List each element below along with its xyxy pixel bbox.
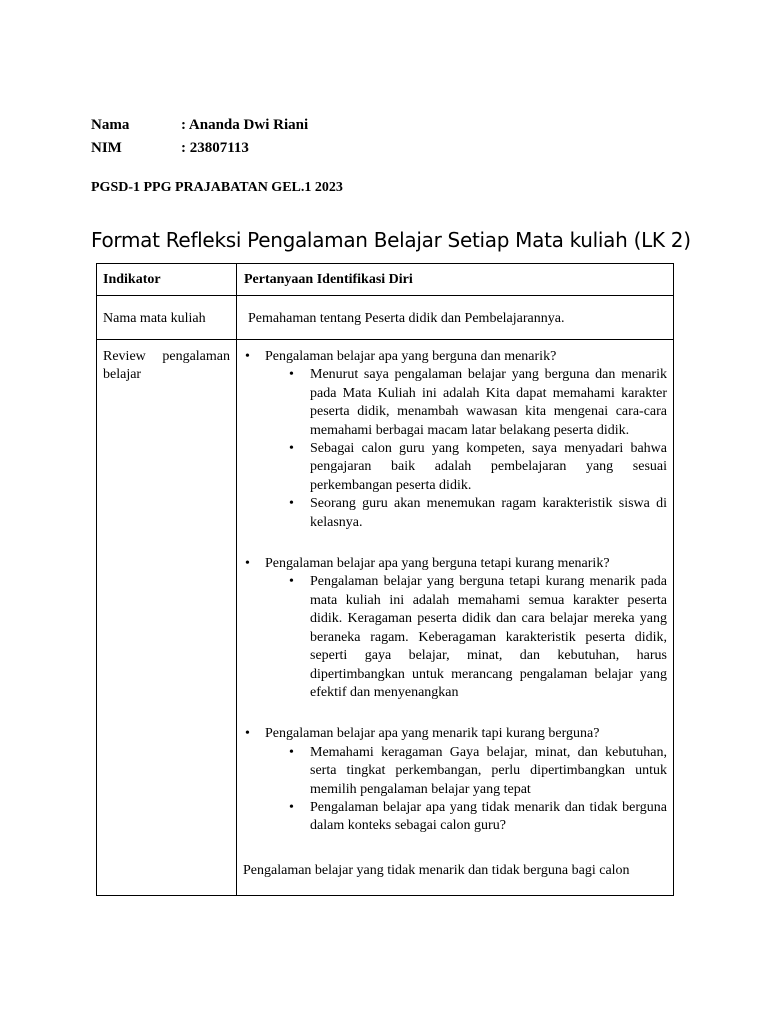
question-text: Pengalaman belajar apa yang berguna tetapi kurang menarik? [265,556,610,572]
student-id-row [91,140,249,157]
course-value: Pemahaman tentang Peserta didik dan Pembelajarannya. [237,296,674,340]
review-label: Review pengalaman belajar [97,340,237,896]
header-indikator: Indikator [97,264,237,296]
name-row [91,117,308,134]
question-text: Pengalaman belajar apa yang menarik tapi kurang berguna? [265,726,600,742]
question-list [242,348,667,836]
answer-item: • Pengalaman belajar apa yang tidak menarik dan tidak berguna dalam konteks sebagai calon guru? [285,799,667,836]
course-row [97,296,674,340]
table-header-row [97,264,674,296]
answer-list [265,573,667,702]
answer-item: • Sebagai calon guru yang kompeten, saya menyadari bahwa pengajaran baik adalah pembelajaran yang sesuai perkembangan peserta didik. [285,440,667,495]
student-id-label: NIM [91,140,122,156]
name-label: Nama [91,117,130,133]
answer-item: • Seorang guru akan menemukan ragam karakteristik siswa di kelasnya. [285,495,667,532]
header-pertanyaan: Pertanyaan Identifikasi Diri [237,264,674,296]
question-item [242,348,667,532]
answer-item: • Pengalaman belajar yang berguna tetapi kurang menarik pada mata kuliah ini adalah memahami semua karakter peserta didik. Keragaman peserta didik dan cara belajar mereka yang beraneka ragam. Keberagaman karakteristik peserta didik, seperti gaya belajar, minat, dan kebutuhan, harus dipertimbangkan untuk merancang pengalaman belajar yang efektif dan menyenangkan [285,573,667,702]
review-row [97,340,674,896]
answer-list [265,744,667,836]
answer-item: • Menurut saya pengalaman belajar yang berguna dan menarik pada Mata Kuliah ini adalah Kita dapat memahami karakter peserta didik, menambah wawasan kita mengenai cara-cara memahami berbagai macam latar belakang peserta didik. [285,366,667,440]
name-value: : Ananda Dwi Riani [181,117,309,133]
course-label: Nama mata kuliah [97,296,237,340]
question-item [242,725,667,835]
review-content [237,340,674,896]
program-heading: PGSD-1 PPG PRAJABATAN GEL.1 2023 [91,180,343,195]
answer-item: • Memahami keragaman Gaya belajar, minat, dan kebutuhan, serta tingkat perkembangan, perlu dipertimbangkan untuk memilih pengalaman belajar yang tepat [285,744,667,799]
student-id-value: : 23807113 [181,140,249,156]
answer-list [265,366,667,532]
reflection-table [96,263,674,896]
document-title: Format Refleksi Pengalaman Belajar Setiap Mata kuliah (LK 2) [91,228,691,252]
question-item [242,555,667,702]
trailing-paragraph: Pengalaman belajar yang tidak menarik dan tidak berguna bagi calon [243,862,630,878]
question-text: Pengalaman belajar apa yang berguna dan menarik? [265,349,557,364]
